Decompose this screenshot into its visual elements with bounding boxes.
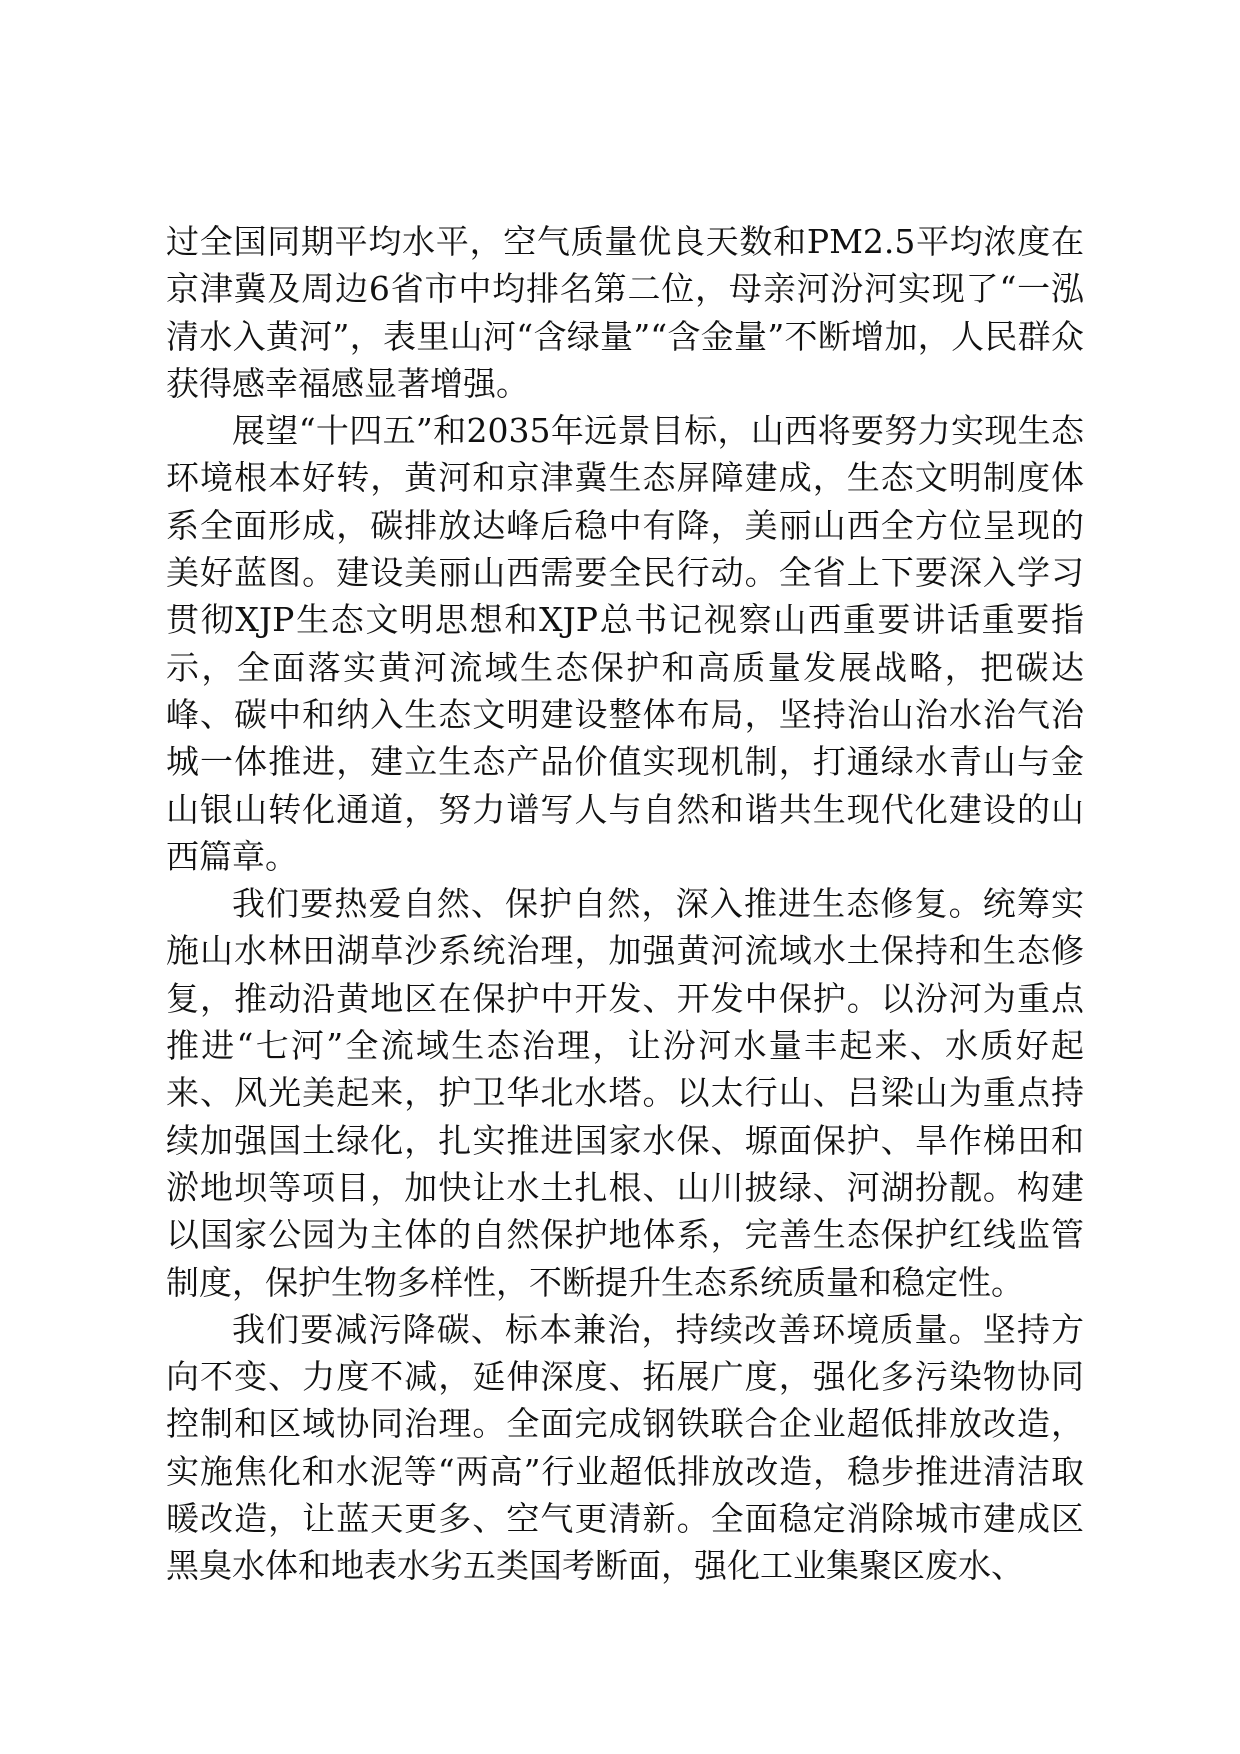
paragraph-ecological-restoration: 我们要热爱自然、保护自然，深入推进生态修复。统筹实施山水林田湖草沙系统治理，加强黄河流域水土保持和生态修复，推动沿黄地区在保护中开发、开发中保护。以汾河为重点推进“七河”全流域生态治理，让汾河水量丰起来、水质好起来、风光美起来，护卫华北水塔。以太行山、吕梁山为重点持续加强国土绿化，扎实推进国家水保、塬面保护、旱作梯田和淤地坝等项目，加快让水土扎根、山川披绿、河湖扮靓。构建以国家公园为主体的自然保护地体系，完善生态保护红线监管制度，保护生物多样性，不断提升生态系统质量和稳定性。 [166, 884, 1084, 1302]
paragraph-outlook: 展望“十四五”和2035年远景目标，山西将要努力实现生态环境根本好转，黄河和京津冀生态屏障建成，生态文明制度体系全面形成，碳排放达峰后稳中有降，美丽山西全方位呈现的美好蓝图。建设美丽山西需要全民行动。全省上下要深入学习贯彻XJP生态文明思想和XJP总书记视察山西重要讲话重要指示，全面落实黄河流域生态保护和高质量发展战略，把碳达峰、碳中和纳入生态文明建设整体布局，坚持治山治水治气治城一体推进，建立生态产品价值实现机制，打通绿水青山与金山银山转化通道，努力谱写人与自然和谐共生现代化建设的山西篇章。 [166, 411, 1084, 876]
paragraph-continuation: 过全国同期平均水平，空气质量优良天数和PM2.5平均浓度在京津冀及周边6省市中均排名第二位，母亲河汾河实现了“一泓清水入黄河”，表里山河“含绿量”“含金量”不断增加，人民群众获得感幸福感显著增强。 [166, 222, 1084, 403]
body-text [166, 218, 1084, 1590]
paragraph-pollution-reduction: 我们要减污降碳、标本兼治，持续改善环境质量。坚持方向不变、力度不减，延伸深度、拓展广度，强化多污染物协同控制和区域协同治理。全面完成钢铁联合企业超低排放改造，实施焦化和水泥等“两高”行业超低排放改造，稳步推进清洁取暖改造，让蓝天更多、空气更清新。全面稳定消除城市建成区黑臭水体和地表水劣五类国考断面，强化工业集聚区废水、 [166, 1309, 1084, 1586]
